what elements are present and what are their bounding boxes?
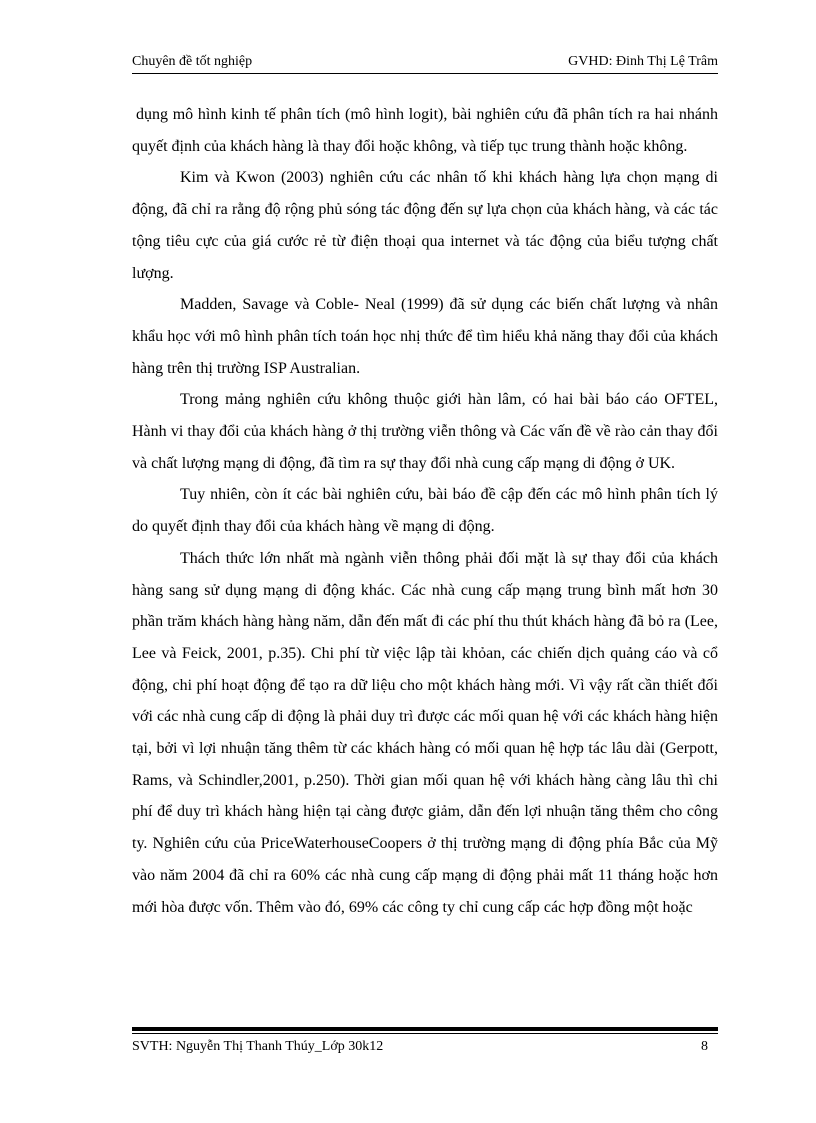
page-header [132, 52, 718, 72]
paragraph-2: Kim và Kwon (2003) nghiên cứu các nhân tố khi khách hàng lựa chọn mạng di động, đã chỉ ra rằng độ rộng phủ sóng tác động đến sự lựa chọn của khách hàng, và các tác tộng tiêu cực của giá cước rẻ từ điện thoại qua internet và tác động của biểu tượng chất lượng. [132, 169, 718, 282]
paragraph-5: Tuy nhiên, còn ít các bài nghiên cứu, bài báo đề cập đến các mô hình phân tích lý do quyết định thay đổi của khách hàng về mạng di động. [132, 486, 718, 536]
page-footer [132, 1037, 718, 1057]
header-supervisor: GVHD: Đinh Thị Lệ Trâm [568, 54, 718, 69]
paragraph-1: dụng mô hình kinh tế phân tích (mô hình logit), bài nghiên cứu đã phân tích ra hai nhánh quyết định của khách hàng là thay đổi hoặc không, và tiếp tục trung thành hoặc không. [132, 106, 718, 155]
paragraph-4: Trong mảng nghiên cứu không thuộc giới hàn lâm, có hai bài báo cáo OFTEL, Hành vi thay đổi của khách hàng ở thị trường viễn thông và Các vấn đề về rào cản thay đổi và chất lượng mạng di động, đã tìm ra sự thay đổi nhà cung cấp mạng di động ở UK. [132, 391, 718, 472]
page-number: 8 [701, 1039, 708, 1054]
document-body [132, 99, 718, 923]
footer-divider-thin [132, 1033, 718, 1034]
paragraph-3: Madden, Savage và Coble- Neal (1999) đã sử dụng các biến chất lượng và nhân khẩu học với mô hình phân tích toán học nhị thức để tìm hiểu khả năng thay đổi của khách hàng trên thị trường ISP Australian. [132, 296, 718, 377]
footer-divider-thick [132, 1027, 718, 1031]
header-course-title: Chuyên đề tốt nghiệp [132, 54, 253, 69]
footer-student-info: SVTH: Nguyễn Thị Thanh Thúy_Lớp 30k12 [132, 1039, 384, 1054]
paragraph-6: Thách thức lớn nhất mà ngành viễn thông phải đối mặt là sự thay đổi của khách hàng sang sử dụng mạng di động khác. Các nhà cung cấp mạng trung bình mất hơn 30 phần trăm khách hàng hàng năm, dẫn đến mất đi các phí thu thút khách hàng đã bỏ ra (Lee, Lee và Feick, 2001, p.35). Chi phí từ việc lập tài khỏan, các chiến dịch quảng cáo và cổ động, chi phí hoạt động để tạo ra dữ liệu cho một khách hàng mới. Vì vậy rất cần thiết đối với các nhà cung cấp di động là phải duy trì được các mối quan hệ với các khách hàng hiện tại, bởi vì lợi nhuận tăng thêm từ các khách hàng có mối quan hệ hợp tác lâu dài (Gerpott, Rams, và Schindler,2001, p.250). Thời gian mối quan hệ với khách hàng càng lâu thì chi phí để duy trì khách hàng hiện tại càng được giảm, dẫn đến lợi nhuận tăng thêm cho công ty. Nghiên cứu của PriceWaterhouseCoopers ở thị trường mạng di động phía Bắc của Mỹ vào năm 2004 đã chỉ ra 60% các nhà cung cấp mạng di động phải mất 11 tháng hoặc hơn mới hòa được vốn. Thêm vào đó, 69% các công ty chỉ cung cấp các hợp đồng một hoặc [132, 549, 718, 916]
header-divider [132, 73, 718, 74]
